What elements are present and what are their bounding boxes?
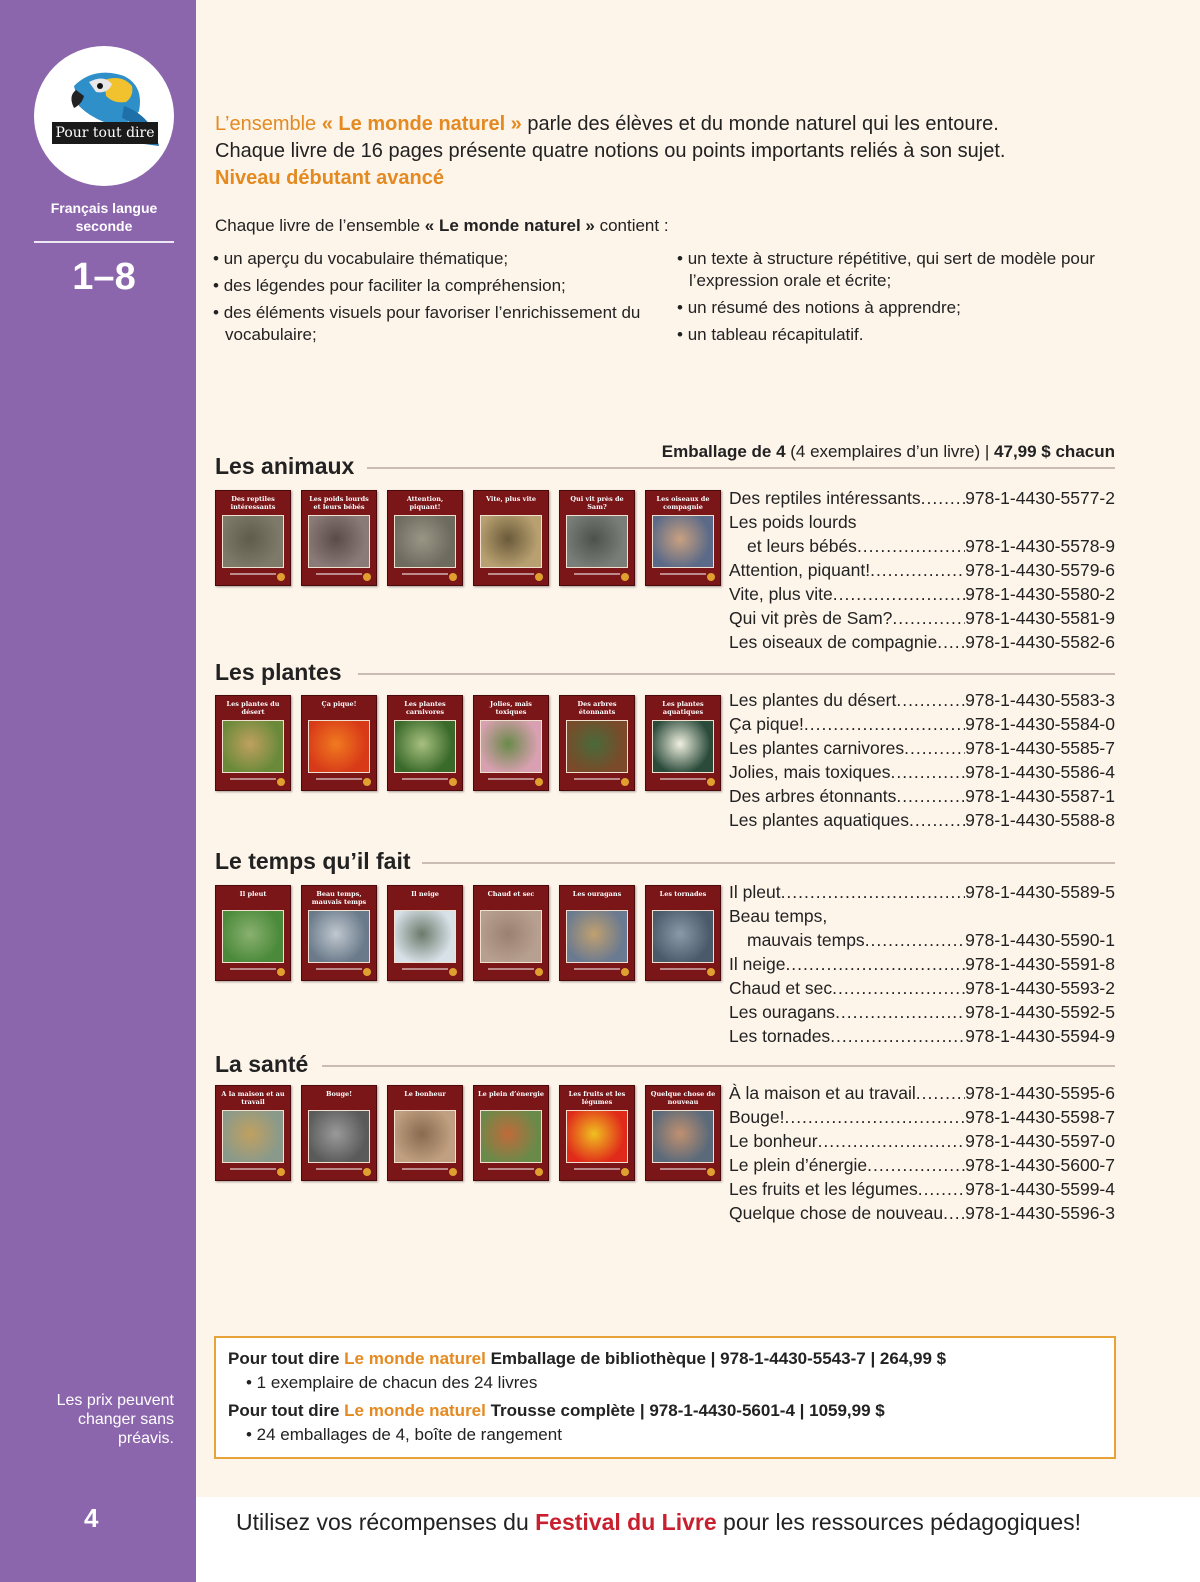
- publisher-seal-icon: [277, 573, 285, 581]
- pack-price-note: [662, 442, 1115, 462]
- book-isbn: 978-1-4430-5582-6: [965, 632, 1115, 652]
- publisher-seal-icon: [535, 1168, 543, 1176]
- features-list-left: [213, 248, 653, 351]
- covers-plantes: [215, 695, 721, 791]
- cover-credit: [660, 968, 706, 970]
- pack-detail: • 24 emballages de 4, boîte de rangement: [246, 1425, 562, 1444]
- cover-title: Jolies, mais toxiques: [490, 701, 532, 716]
- pack-name: Emballage de bibliothèque: [485, 1349, 706, 1368]
- cover-credit: [402, 573, 448, 575]
- dot-leader: [781, 880, 966, 904]
- dot-leader: [785, 952, 965, 976]
- book-isbn: 978-1-4430-5595-6: [965, 1083, 1115, 1103]
- feature-item: • un texte à structure répétitive, qui sert de modèle pour l’expression orale et écrite;: [677, 248, 1127, 292]
- cover-title: Les plantes carnivores: [404, 701, 446, 716]
- cover-credit: [488, 778, 534, 780]
- cover-title: Les plantes aquatiques: [662, 701, 704, 716]
- book-title: Les fruits et les légumes: [729, 1179, 918, 1199]
- book-title: Le plein d’énergie: [729, 1155, 868, 1175]
- cover-credit: [402, 1168, 448, 1170]
- cover-credit: [574, 968, 620, 970]
- book-title: Les plantes du désert: [729, 690, 897, 710]
- dot-leader: [909, 808, 965, 832]
- intro-rest: parle des élèves et du monde naturel qui les entoure.: [521, 113, 999, 135]
- cover-title: Il pleut: [239, 891, 267, 898]
- book-cover: [559, 1085, 635, 1181]
- cover-credit: [230, 573, 276, 575]
- cover-title: Ça pique!: [321, 701, 357, 708]
- cover-photo: [652, 515, 714, 568]
- sidebar-divider: [34, 241, 174, 243]
- cover-credit: [316, 778, 362, 780]
- book-entry: [729, 486, 1115, 510]
- publisher-seal-icon: [363, 573, 371, 581]
- publisher-seal-icon: [363, 1168, 371, 1176]
- cover-title: Attention, piquant!: [406, 496, 444, 511]
- contents-heading: [215, 216, 669, 236]
- language-label: Français langue seconde: [50, 200, 158, 234]
- feature-item: • un aperçu du vocabulaire thématique;: [213, 248, 653, 270]
- cover-credit: [488, 968, 534, 970]
- book-entry: [729, 1153, 1115, 1177]
- book-title: Bouge!: [729, 1107, 785, 1127]
- book-entry: [729, 928, 1115, 952]
- book-entry: [729, 582, 1115, 606]
- book-isbn: 978-1-4430-5584-0: [965, 714, 1115, 734]
- book-isbn: 978-1-4430-5594-9: [965, 1026, 1115, 1046]
- book-title: Vite, plus vite: [729, 584, 833, 604]
- book-isbn: 978-1-4430-5599-4: [965, 1179, 1115, 1199]
- book-title: Attention, piquant!: [729, 560, 871, 580]
- book-title: Il neige: [729, 954, 786, 974]
- book-title: À la maison et au travail: [729, 1083, 916, 1103]
- book-cover: [387, 490, 463, 586]
- cover-credit: [488, 573, 534, 575]
- pack-isbn: 978-1-4430-5543-7: [720, 1349, 866, 1368]
- book-title: Des reptiles intéressants: [729, 488, 921, 508]
- book-isbn: 978-1-4430-5587-1: [965, 786, 1115, 806]
- book-isbn: 978-1-4430-5593-2: [965, 978, 1115, 998]
- book-cover: [215, 1085, 291, 1181]
- booklist-plantes: [729, 688, 1115, 832]
- book-title: Jolies, mais toxiques: [729, 762, 891, 782]
- cover-credit: [660, 573, 706, 575]
- dot-leader: [916, 1081, 965, 1105]
- dot-leader: [937, 630, 965, 654]
- book-entry: [729, 808, 1115, 832]
- publisher-seal-icon: [449, 968, 457, 976]
- cover-photo: [566, 910, 628, 963]
- book-cover: [215, 885, 291, 981]
- pack-name: Trousse complète: [485, 1401, 636, 1420]
- parrot-icon: [34, 46, 174, 186]
- cover-title: Chaud et sec: [487, 891, 535, 898]
- section-divider: [322, 1065, 1115, 1067]
- book-cover: [645, 490, 721, 586]
- cover-credit: [230, 968, 276, 970]
- book-entry: [729, 1201, 1115, 1225]
- cover-photo: [480, 910, 542, 963]
- book-entry: [729, 880, 1115, 904]
- book-isbn: 978-1-4430-5580-2: [965, 584, 1115, 604]
- cover-credit: [316, 968, 362, 970]
- book-entry: [729, 688, 1115, 712]
- cover-photo: [566, 1110, 628, 1163]
- publisher-seal-icon: [621, 778, 629, 786]
- publisher-seal-icon: [621, 1168, 629, 1176]
- cover-title: Les fruits et les légumes: [568, 1091, 626, 1106]
- publisher-seal-icon: [449, 778, 457, 786]
- book-title: Des arbres étonnants: [729, 786, 897, 806]
- pack-price: 1059,99 $: [809, 1401, 885, 1420]
- book-isbn: 978-1-4430-5586-4: [965, 762, 1115, 782]
- cover-title: Le plein d’énergie: [478, 1091, 544, 1098]
- dot-leader: [921, 486, 966, 510]
- feature-item: • un tableau récapitulatif.: [677, 324, 1127, 346]
- book-cover: [215, 490, 291, 586]
- cover-title: Vite, plus vite: [485, 496, 537, 503]
- book-isbn: 978-1-4430-5589-5: [965, 882, 1115, 902]
- cover-credit: [316, 1168, 362, 1170]
- cover-photo: [222, 1110, 284, 1163]
- level-label: Niveau débutant avancé: [215, 167, 444, 189]
- booklist-temps: [729, 880, 1115, 1048]
- cover-credit: [660, 778, 706, 780]
- dot-leader: [904, 736, 965, 760]
- cover-photo: [222, 910, 284, 963]
- book-isbn: 978-1-4430-5579-6: [965, 560, 1115, 580]
- book-entry: [729, 1105, 1115, 1129]
- cover-credit: [574, 778, 620, 780]
- book-title: Quelque chose de nouveau: [729, 1203, 944, 1223]
- section-title-plantes: Les plantes: [215, 659, 342, 685]
- section-title-animaux: Les animaux: [215, 453, 355, 479]
- cover-photo: [480, 515, 542, 568]
- book-entry: [729, 1177, 1115, 1201]
- book-isbn: 978-1-4430-5588-8: [965, 810, 1115, 830]
- book-entry: [729, 534, 1115, 558]
- sidebar: [0, 0, 196, 1582]
- series-name: « Le monde naturel »: [321, 113, 522, 135]
- page-number: 4: [84, 1503, 99, 1533]
- cover-photo: [652, 910, 714, 963]
- book-cover: [473, 885, 549, 981]
- cover-title: Qui vit près de Sam?: [570, 496, 624, 511]
- logo-text: Pour tout dire: [52, 122, 158, 144]
- pack-series: Le monde naturel: [344, 1349, 486, 1368]
- series-logo: [34, 46, 174, 186]
- cover-title: Les ouragans: [572, 891, 622, 898]
- footer-banner: [196, 1497, 1200, 1582]
- booklist-animaux: [729, 486, 1115, 654]
- book-title: Les oiseaux de compagnie: [729, 632, 938, 652]
- publisher-seal-icon: [535, 778, 543, 786]
- series-intro: [215, 111, 1135, 192]
- cover-title: Beau temps, mauvais temps: [311, 891, 367, 906]
- contents-series: « Le monde naturel »: [424, 216, 595, 235]
- section-title-sante: La santé: [215, 1051, 309, 1077]
- pack-line: Pour tout dire Le monde naturel Trousse complète | 978-1-4430-5601-4 | 1059,99 $: [228, 1401, 885, 1420]
- cover-title: Bouge!: [325, 1091, 353, 1098]
- book-entry: [729, 1000, 1115, 1024]
- dot-leader: [918, 1177, 965, 1201]
- feature-item: • un résumé des notions à apprendre;: [677, 297, 1127, 319]
- book-title: Ça pique!: [729, 714, 804, 734]
- dot-leader: [804, 712, 965, 736]
- book-cover: [473, 695, 549, 791]
- price-disclaimer: Les prix peuvent changer sans préavis.: [56, 1392, 174, 1447]
- cover-photo: [480, 1110, 542, 1163]
- cover-photo: [308, 1110, 370, 1163]
- cover-credit: [230, 1168, 276, 1170]
- dot-leader: [835, 1000, 965, 1024]
- pack-label: Emballage de 4: [661, 442, 786, 461]
- book-title: Il pleut: [729, 882, 781, 902]
- book-entry: [729, 952, 1115, 976]
- publisher-seal-icon: [707, 1168, 715, 1176]
- book-entry: [729, 630, 1115, 654]
- book-title: Les ouragans: [729, 1002, 836, 1022]
- book-isbn: 978-1-4430-5596-3: [965, 1203, 1115, 1223]
- publisher-seal-icon: [621, 573, 629, 581]
- footer-lead: Utilisez vos récompenses du: [236, 1509, 536, 1535]
- covers-temps: [215, 885, 721, 981]
- book-title: mauvais temps: [747, 930, 865, 950]
- pack-isbn: 978-1-4430-5601-4: [649, 1401, 795, 1420]
- publisher-seal-icon: [449, 1168, 457, 1176]
- publisher-seal-icon: [535, 573, 543, 581]
- cover-title: Les poids lourds et leurs bébés: [309, 496, 369, 511]
- book-title: Chaud et sec: [729, 978, 833, 998]
- pack-price: 264,99 $: [879, 1349, 947, 1368]
- book-title: Les plantes carnivores: [729, 738, 905, 758]
- intro-line-2: Chaque livre de 16 pages présente quatre notions ou points importants reliés à son sujet.: [215, 140, 1006, 162]
- book-isbn: 978-1-4430-5600-7: [965, 1155, 1115, 1175]
- publisher-seal-icon: [277, 968, 285, 976]
- book-entry: [729, 606, 1115, 630]
- section-divider: [358, 673, 1115, 675]
- festival-name: Festival du Livre: [535, 1509, 717, 1535]
- book-entry: [729, 712, 1115, 736]
- book-isbn: 978-1-4430-5591-8: [965, 954, 1115, 974]
- book-title: Qui vit près de Sam?: [729, 608, 893, 628]
- dot-leader: [892, 606, 965, 630]
- publisher-seal-icon: [621, 968, 629, 976]
- covers-sante: [215, 1085, 721, 1181]
- cover-title: À la maison et au travail: [221, 1091, 285, 1106]
- publisher-seal-icon: [277, 1168, 285, 1176]
- pack-detail: (4 exemplaires d’un livre) |: [785, 442, 995, 461]
- grade-range: 1–8: [72, 256, 136, 298]
- covers-animaux: [215, 490, 721, 586]
- dot-leader: [857, 534, 965, 558]
- section-divider: [367, 467, 1115, 469]
- pack-line: Pour tout dire Le monde naturel Emballage de bibliothèque | 978-1-4430-5543-7 | 264,99 $: [228, 1349, 947, 1368]
- dot-leader: [896, 784, 965, 808]
- cover-credit: [660, 1168, 706, 1170]
- book-title: et leurs bébés: [747, 536, 857, 556]
- cover-credit: [574, 1168, 620, 1170]
- feature-item: • des légendes pour faciliter la compréhension;: [213, 275, 653, 297]
- book-title: Les poids lourds: [729, 512, 857, 532]
- section-divider: [422, 862, 1115, 864]
- cover-photo: [652, 720, 714, 773]
- book-entry: [729, 1081, 1115, 1105]
- cover-photo: [308, 910, 370, 963]
- footer-text: [236, 1509, 1081, 1536]
- features-list-right: [677, 248, 1127, 351]
- book-cover: [473, 490, 549, 586]
- publisher-seal-icon: [363, 778, 371, 786]
- dot-leader: [818, 1129, 966, 1153]
- book-title: Le bonheur: [729, 1131, 818, 1151]
- booklist-sante: [729, 1081, 1115, 1225]
- cover-photo: [566, 720, 628, 773]
- book-cover: [387, 885, 463, 981]
- book-cover: [387, 695, 463, 791]
- cover-title: Des arbres étonnants: [577, 701, 617, 716]
- book-entry: [729, 1024, 1115, 1048]
- pack-brand: Pour tout dire: [228, 1349, 345, 1368]
- dot-leader: [865, 928, 965, 952]
- cover-credit: [574, 573, 620, 575]
- book-cover: [473, 1085, 549, 1181]
- book-cover: [559, 885, 635, 981]
- intro-line-1: [215, 111, 1135, 138]
- book-isbn: 978-1-4430-5592-5: [965, 1002, 1115, 1022]
- book-entry: [729, 904, 1115, 928]
- publisher-seal-icon: [707, 968, 715, 976]
- cover-credit: [488, 1168, 534, 1170]
- cover-title: Le bonheur: [404, 1091, 446, 1098]
- book-entry: [729, 784, 1115, 808]
- cover-photo: [394, 720, 456, 773]
- cover-photo: [222, 515, 284, 568]
- book-cover: [215, 695, 291, 791]
- cover-credit: [230, 778, 276, 780]
- book-title: Beau temps,: [729, 906, 828, 926]
- book-title: Les tornades: [729, 1026, 831, 1046]
- cover-title: Les tornades: [659, 891, 707, 898]
- cover-title: Il neige: [411, 891, 439, 898]
- dot-leader: [896, 688, 965, 712]
- cover-photo: [394, 515, 456, 568]
- contents-lead: Chaque livre de l’ensemble: [215, 216, 425, 235]
- dot-leader: [870, 558, 965, 582]
- pack-series: Le monde naturel: [344, 1401, 486, 1420]
- cover-photo: [480, 720, 542, 773]
- book-entry: [729, 510, 1115, 534]
- book-cover: [645, 1085, 721, 1181]
- book-cover: [559, 695, 635, 791]
- cover-photo: [566, 515, 628, 568]
- book-cover: [645, 695, 721, 791]
- book-isbn: 978-1-4430-5578-9: [965, 536, 1115, 556]
- cover-photo: [394, 1110, 456, 1163]
- book-title: Les plantes aquatiques: [729, 810, 909, 830]
- book-isbn: 978-1-4430-5583-3: [965, 690, 1115, 710]
- publisher-seal-icon: [449, 573, 457, 581]
- cover-title: Quelque chose de nouveau: [650, 1091, 716, 1106]
- book-entry: [729, 558, 1115, 582]
- book-isbn: 978-1-4430-5597-0: [965, 1131, 1115, 1151]
- pack-brand: Pour tout dire: [228, 1401, 345, 1420]
- footer-tail: pour les ressources pédagogiques!: [716, 1509, 1082, 1535]
- book-cover: [301, 490, 377, 586]
- book-cover: [559, 490, 635, 586]
- publisher-seal-icon: [277, 778, 285, 786]
- book-cover: [301, 1085, 377, 1181]
- cover-credit: [402, 778, 448, 780]
- cover-photo: [308, 720, 370, 773]
- pack-price: 47,99 $ chacun: [994, 442, 1115, 461]
- book-cover: [387, 1085, 463, 1181]
- dot-leader: [832, 976, 965, 1000]
- publisher-seal-icon: [707, 778, 715, 786]
- dot-leader: [784, 1105, 965, 1129]
- dot-leader: [833, 582, 965, 606]
- cover-credit: [402, 968, 448, 970]
- book-isbn: 978-1-4430-5598-7: [965, 1107, 1115, 1127]
- dot-leader: [830, 1024, 965, 1048]
- pack-options-box: [214, 1336, 1116, 1459]
- cover-title: Des reptiles intéressants: [230, 496, 276, 511]
- book-cover: [301, 885, 377, 981]
- book-cover: [301, 695, 377, 791]
- dot-leader: [890, 760, 965, 784]
- intro-lead: L’ensemble: [215, 113, 322, 135]
- book-entry: [729, 976, 1115, 1000]
- cover-photo: [222, 720, 284, 773]
- book-isbn: 978-1-4430-5585-7: [965, 738, 1115, 758]
- publisher-seal-icon: [707, 573, 715, 581]
- cover-title: Les oiseaux de compagnie: [656, 496, 710, 511]
- book-entry: [729, 760, 1115, 784]
- cover-photo: [652, 1110, 714, 1163]
- book-isbn: 978-1-4430-5590-1: [965, 930, 1115, 950]
- cover-credit: [316, 573, 362, 575]
- book-isbn: 978-1-4430-5581-9: [965, 608, 1115, 628]
- book-entry: [729, 736, 1115, 760]
- contents-tail: contient :: [594, 216, 669, 235]
- cover-title: Les plantes du désert: [226, 701, 280, 716]
- feature-item: • des éléments visuels pour favoriser l’enrichissement du vocabulaire;: [213, 302, 653, 346]
- book-cover: [645, 885, 721, 981]
- cover-photo: [394, 910, 456, 963]
- section-title-temps: Le temps qu’il fait: [215, 848, 411, 874]
- book-isbn: 978-1-4430-5577-2: [965, 488, 1115, 508]
- dot-leader: [943, 1201, 965, 1225]
- dot-leader: [867, 1153, 965, 1177]
- publisher-seal-icon: [535, 968, 543, 976]
- book-entry: [729, 1129, 1115, 1153]
- cover-photo: [308, 515, 370, 568]
- pack-detail: • 1 exemplaire de chacun des 24 livres: [246, 1373, 538, 1392]
- publisher-seal-icon: [363, 968, 371, 976]
